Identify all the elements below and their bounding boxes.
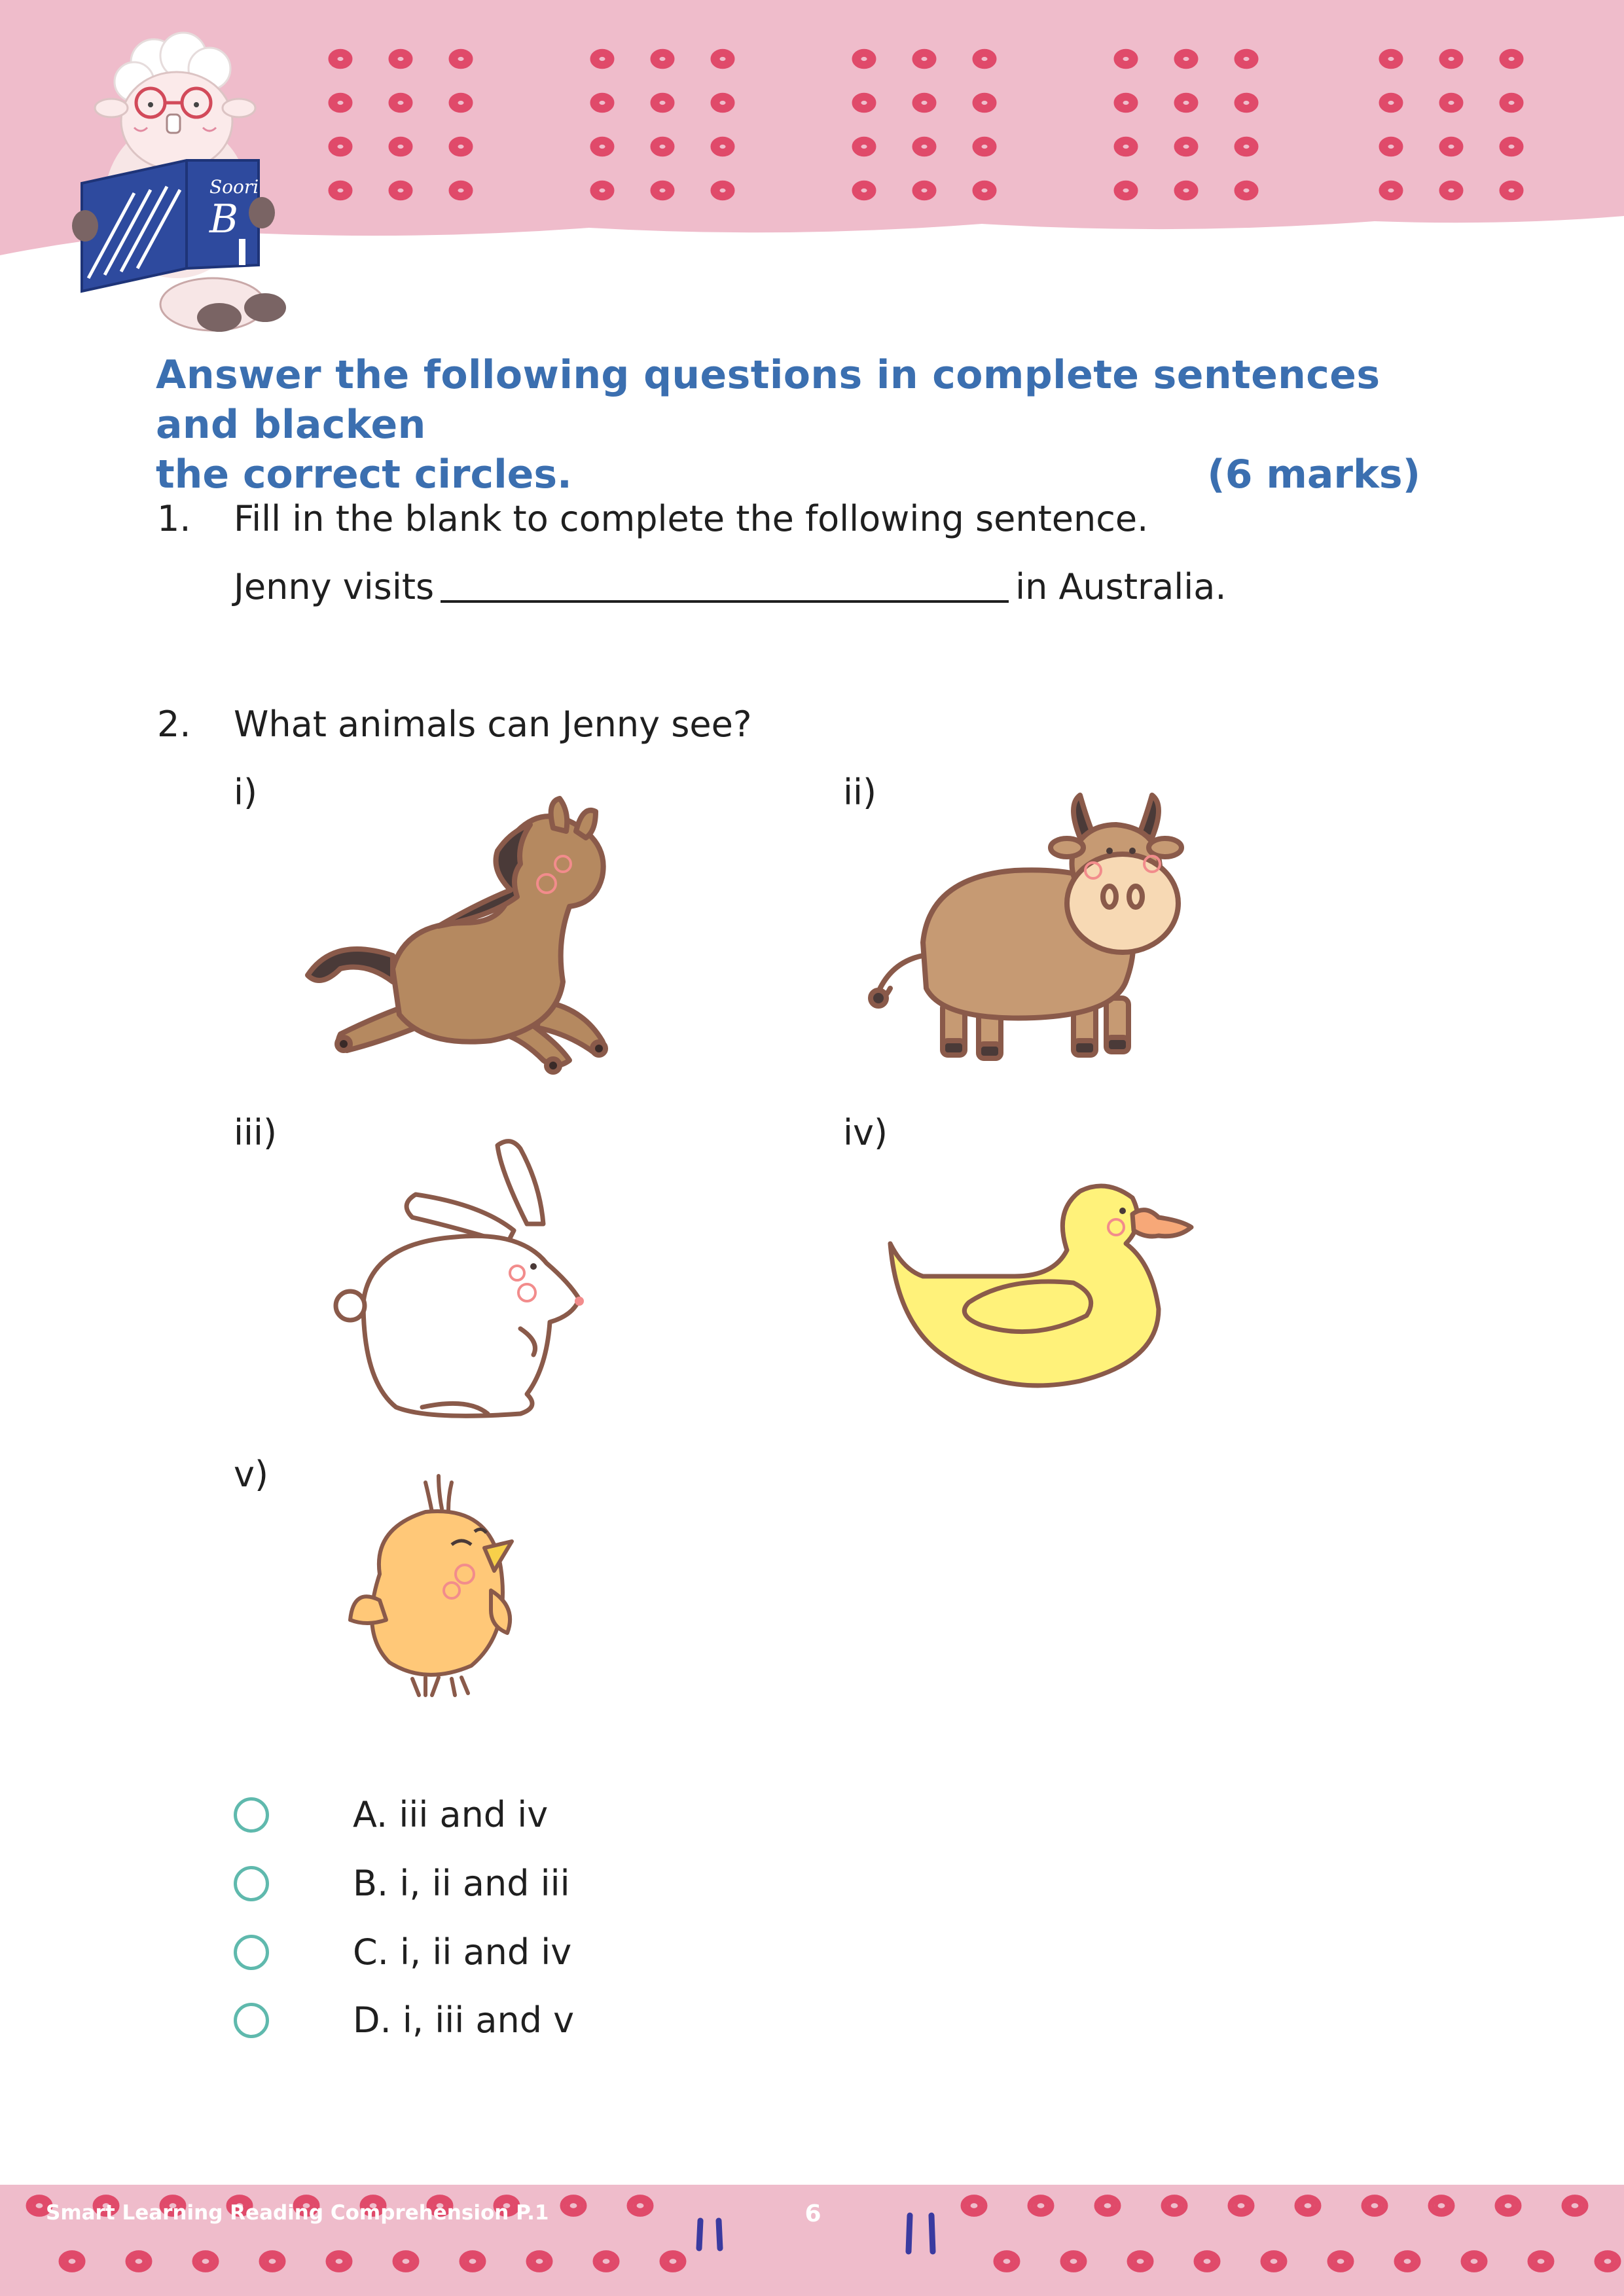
cow-icon (864, 779, 1211, 1073)
instructions-heading (156, 350, 1471, 499)
sentence-end: in Australia. (1015, 566, 1227, 607)
option-c-label: C. i, ii and iv (353, 1931, 572, 1973)
option-a-radio[interactable] (234, 1797, 269, 1833)
animal-label-v: v) (234, 1454, 269, 1495)
question-1-sentence (234, 564, 1227, 610)
footer-book-title: Smart Learning Reading Comprehension P.1 (46, 2201, 549, 2225)
question-1-number: 1. (157, 498, 191, 539)
animal-label-iii: iii) (234, 1112, 278, 1153)
option-a-label: A. iii and iv (353, 1794, 549, 1835)
horse-icon (295, 792, 661, 1086)
rabbit-icon (324, 1132, 599, 1427)
page-number: 6 (804, 2200, 821, 2227)
animal-label-iv: iv) (843, 1112, 888, 1153)
option-b-radio[interactable] (234, 1866, 269, 1901)
animal-label-ii: ii) (843, 772, 877, 813)
option-c[interactable] (234, 1929, 757, 1982)
svg-text:Soori: Soori (209, 176, 259, 198)
svg-text:B: B (209, 196, 239, 242)
animal-label-i: i) (234, 772, 258, 813)
option-d-radio[interactable] (234, 2003, 269, 2038)
option-d-label: D. i, iii and v (353, 2000, 575, 2041)
chick-icon (340, 1469, 537, 1705)
instructions-line1: Answer the following questions in complete sentences and blacken (156, 352, 1380, 448)
question-2-number: 2. (157, 704, 191, 745)
marks-label: (6 marks) (1207, 452, 1420, 497)
instructions-line2: the correct circles. (156, 452, 572, 497)
option-d[interactable] (234, 1998, 757, 2050)
answer-blank[interactable] (441, 600, 1009, 603)
option-b-label: B. i, ii and iii (353, 1863, 570, 1904)
sentence-start: Jenny visits (234, 566, 435, 607)
option-c-radio[interactable] (234, 1935, 269, 1970)
question-1-prompt: Fill in the blank to complete the following sentence. (234, 498, 1149, 539)
footer-band (0, 2179, 1624, 2296)
option-b[interactable] (234, 1861, 757, 1913)
duck-icon (884, 1178, 1198, 1414)
question-2-prompt: What animals can Jenny see? (234, 704, 752, 745)
sheep-mascot-icon (62, 29, 298, 337)
option-a[interactable] (234, 1792, 757, 1844)
